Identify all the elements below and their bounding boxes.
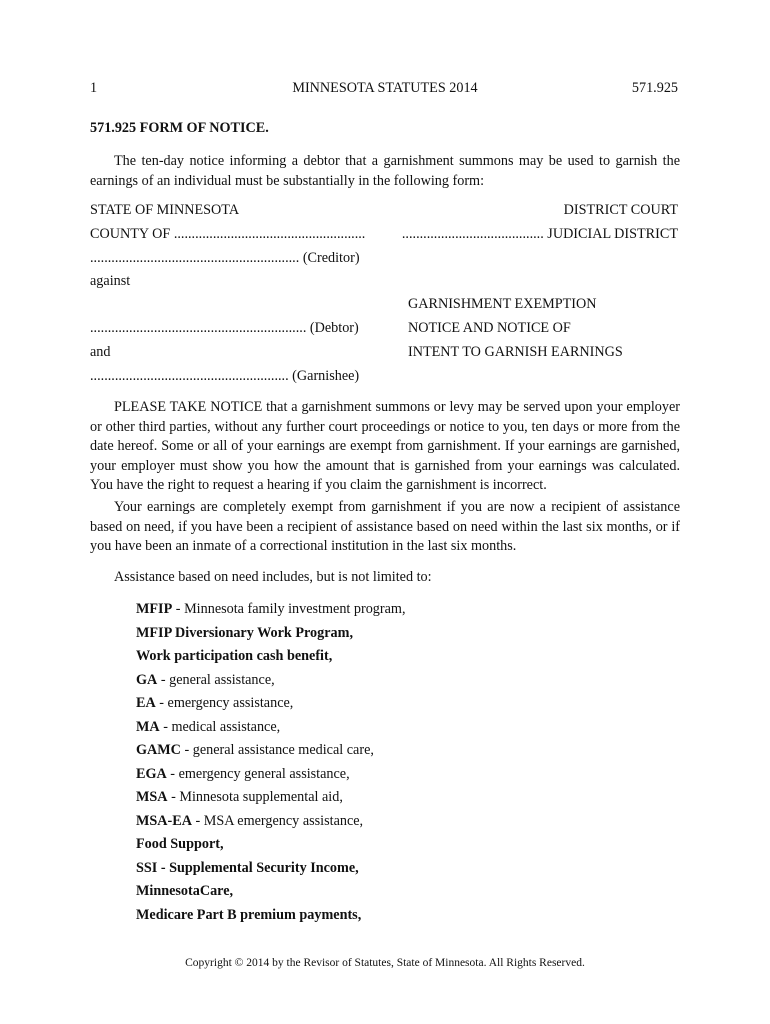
list-item <box>136 763 406 787</box>
caption-county: COUNTY OF ...................................................... <box>90 226 366 242</box>
list-item <box>136 833 406 857</box>
form-title-line-1: GARNISHMENT EXEMPTION <box>408 296 597 312</box>
assistance-term: MFIP <box>136 601 173 617</box>
intro-paragraph: The ten-day notice informing a debtor that a garnishment summons may be used to garnish the earnings of an individual must be substantially in the following form: <box>90 153 680 189</box>
list-item <box>136 904 406 928</box>
assistance-description: - general assistance, <box>157 671 275 688</box>
assistance-description: - general assistance medical care, <box>180 742 374 758</box>
list-item <box>136 716 406 740</box>
assistance-term: MinnesotaCare, <box>136 883 234 899</box>
list-item <box>136 739 406 763</box>
assistance-term: Food Support, <box>136 836 224 852</box>
list-item <box>136 786 406 810</box>
assistance-description: - medical assistance, <box>159 718 281 735</box>
form-title-line-3: INTENT TO GARNISH EARNINGS <box>408 344 623 360</box>
list-item <box>136 669 406 693</box>
list-item <box>136 857 406 881</box>
caption-and: and <box>90 344 111 360</box>
assistance-list <box>136 598 406 927</box>
list-item <box>136 692 406 716</box>
caption-district: ........................................ JUDICIAL DISTRICT <box>401 226 678 242</box>
assistance-term: Medicare Part B premium payments, <box>136 906 362 923</box>
assistance-description: - MSA emergency assistance, <box>191 812 364 829</box>
copyright-footer: Copyright © 2014 by the Revisor of Statutes, State of Minnesota. All Rights Reserved. <box>185 957 585 969</box>
page-number: 1 <box>90 80 98 96</box>
assistance-description: - emergency general assistance, <box>166 765 350 782</box>
caption-court: DISTRICT COURT <box>563 202 678 218</box>
list-item <box>136 622 406 646</box>
assistance-term: EA <box>136 695 156 711</box>
list-item <box>136 645 406 669</box>
assistance-term: GAMC <box>136 742 181 758</box>
assistance-term: MFIP Diversionary Work Program, <box>136 624 353 641</box>
section-title: 571.925 FORM OF NOTICE. <box>90 120 269 136</box>
assistance-term: EGA <box>136 765 167 782</box>
running-header-section: 571.925 <box>631 80 678 96</box>
assistance-description: - Minnesota family investment program, <box>172 601 406 617</box>
assistance-description: - Minnesota supplemental aid, <box>167 789 343 805</box>
form-title-line-2: NOTICE AND NOTICE OF <box>408 320 571 336</box>
list-item <box>136 810 406 834</box>
assistance-term: SSI - Supplemental Security Income, <box>136 859 359 876</box>
assistance-term: MSA <box>136 789 168 805</box>
list-item <box>136 598 406 622</box>
assistance-description: - emergency assistance, <box>155 695 294 711</box>
assistance-term: MSA-EA <box>136 812 192 829</box>
running-header-title: MINNESOTA STATUTES 2014 <box>292 80 478 96</box>
caption-state: STATE OF MINNESOTA <box>90 202 240 218</box>
list-item <box>136 880 406 904</box>
notice-paragraph: PLEASE TAKE NOTICE that a garnishment summons or levy may be served upon your employer or other third parties, without any further court proceedings or notice to you, ten days or more from the date hereof. Some or all of your earnings are exempt from garnishment. If your earnings are garnished, your employer must show you how the amount that is garnished from your earnings was calculated. You have the right to request a hearing if you claim the garnishment is incorrect. <box>90 399 680 493</box>
caption-debtor: ............................................................. (Debtor) <box>90 320 359 336</box>
assistance-term: GA <box>136 671 158 688</box>
assistance-intro: Assistance based on need includes, but is not limited to: <box>114 569 432 585</box>
caption-creditor: ........................................................... (Creditor) <box>90 250 360 266</box>
assistance-term: MA <box>136 718 160 735</box>
caption-against: against <box>90 273 131 289</box>
assistance-term: Work participation cash benefit, <box>136 648 333 664</box>
exemption-paragraph: Your earnings are completely exempt from garnishment if you are now a recipient of assistance based on need, if you have been a recipient of assistance based on need within the last six months, or if you have been an inmate of a correctional institution in the last six months. <box>90 499 680 554</box>
caption-garnishee: ........................................................ (Garnishee) <box>90 368 360 384</box>
